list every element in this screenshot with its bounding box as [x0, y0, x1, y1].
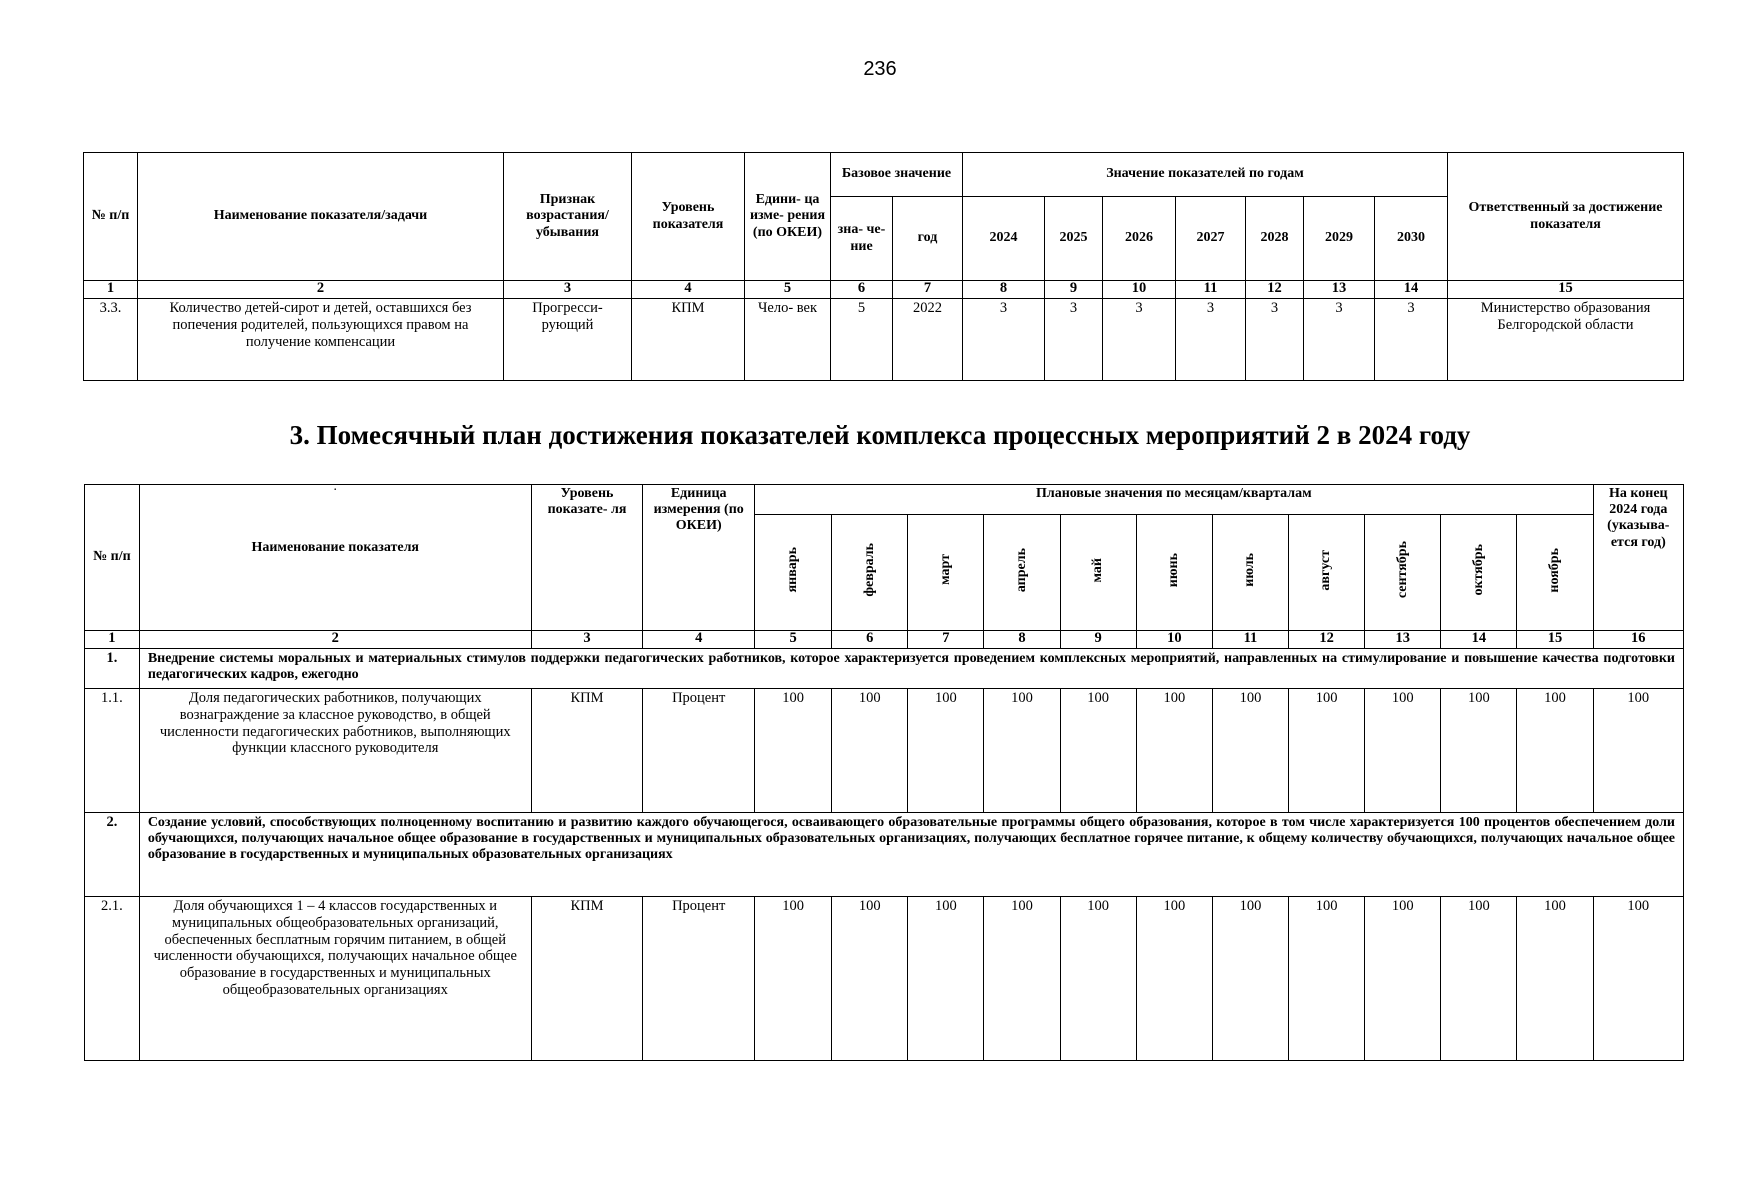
row-value: 100: [755, 689, 832, 813]
index-cell: 1: [85, 631, 140, 649]
row-level: КПМ: [632, 299, 745, 381]
header-responsible: Ответственный за достижение показателя: [1448, 153, 1684, 281]
header-base-year: год: [893, 197, 963, 281]
header-month-oct: октябрь: [1441, 515, 1517, 631]
header-year: 2029: [1304, 197, 1375, 281]
row-end: 100: [1593, 897, 1683, 1061]
header-year: 2026: [1103, 197, 1176, 281]
row-value: 100: [908, 897, 984, 1061]
row-value: 100: [984, 689, 1060, 813]
row-value: 3: [963, 299, 1045, 381]
row-value: 3: [1103, 299, 1176, 381]
header-month-jun: июнь: [1136, 515, 1212, 631]
header-num: № п/п: [85, 485, 140, 631]
index-cell: 15: [1448, 281, 1684, 299]
section-text: Внедрение системы моральных и материальных стимулов поддержки педагогических работников, которое характеризуется проведением комплексных мероприятий, направленных на стимулирование и повышение качества подготовки педагогических кадров, ежегодно: [139, 649, 1683, 689]
index-cell: 2: [138, 281, 504, 299]
header-month-mar: март: [908, 515, 984, 631]
row-value: 3: [1375, 299, 1448, 381]
index-cell: 13: [1365, 631, 1441, 649]
index-cell: 7: [893, 281, 963, 299]
row-num: 1.1.: [85, 689, 140, 813]
row-value: 100: [832, 689, 908, 813]
row-value: 100: [1441, 689, 1517, 813]
row-value: 100: [1212, 897, 1288, 1061]
index-cell: 5: [745, 281, 831, 299]
row-num: 3.3.: [84, 299, 138, 381]
index-cell: 6: [831, 281, 893, 299]
row-value: 100: [1289, 897, 1365, 1061]
section-row: [85, 649, 1684, 689]
row-base-value: 5: [831, 299, 893, 381]
header-by-years: Значение показателей по годам: [963, 153, 1448, 197]
row-unit: Процент: [643, 689, 755, 813]
row-value: 100: [908, 689, 984, 813]
header-sign: Признак возрастания/ убывания: [504, 153, 632, 281]
index-cell: 8: [984, 631, 1060, 649]
header-base-value: зна- че- ние: [831, 197, 893, 281]
index-cell: 12: [1289, 631, 1365, 649]
row-end: 100: [1593, 689, 1683, 813]
row-value: 100: [1060, 689, 1136, 813]
header-month-jul: июль: [1212, 515, 1288, 631]
index-cell: 4: [632, 281, 745, 299]
index-cell: 5: [755, 631, 832, 649]
table-row: [85, 689, 1684, 813]
row-num: 2.1.: [85, 897, 140, 1061]
index-cell: 14: [1375, 281, 1448, 299]
index-cell: 6: [832, 631, 908, 649]
row-value: 100: [1212, 689, 1288, 813]
header-unit: Единица измерения (по ОКЕИ): [643, 485, 755, 631]
index-cell: 2: [139, 631, 531, 649]
row-value: 3: [1045, 299, 1103, 381]
section-text: Создание условий, способствующих полноценному воспитанию и развитию каждого обучающегося, осваивающего образовательные программы общего образования, которое в том числе характеризуется 100 процентов обеспечением доли обучающихся, получающих начальное общее образование в государственных и муниципальных образовательных организациях, получающих бесплатное горячее питание, к общему количеству обучающихся, получающих начальное общее образование в государственных и муниципальных образовательных организациях: [139, 813, 1683, 897]
header-name: Наименование показателя/задачи: [138, 153, 504, 281]
header-dot: ·: [332, 484, 338, 498]
index-cell: 7: [908, 631, 984, 649]
index-cell: 8: [963, 281, 1045, 299]
header-end: На конец 2024 года (указыва- ется год): [1593, 485, 1683, 631]
row-value: 3: [1246, 299, 1304, 381]
row-name: Доля педагогических работников, получающих вознаграждение за классное руководство, в общей численности педагогических работников, выполняющих функции классного руководителя: [139, 689, 531, 813]
row-value: 3: [1176, 299, 1246, 381]
header-year: 2024: [963, 197, 1045, 281]
row-level: КПМ: [531, 689, 643, 813]
row-sign: Прогресси- рующий: [504, 299, 632, 381]
row-value: 100: [1517, 897, 1593, 1061]
header-month-nov: ноябрь: [1517, 515, 1593, 631]
index-cell: 10: [1136, 631, 1212, 649]
header-month-apr: апрель: [984, 515, 1060, 631]
header-unit: Едини- ца изме- рения (по ОКЕИ): [745, 153, 831, 281]
header-month-feb: февраль: [832, 515, 908, 631]
header-month-aug: август: [1289, 515, 1365, 631]
header-name-text: Наименование показателя: [251, 540, 420, 555]
row-value: 100: [1136, 897, 1212, 1061]
row-value: 3: [1304, 299, 1375, 381]
row-unit: Чело- век: [745, 299, 831, 381]
header-level: Уровень показате- ля: [531, 485, 643, 631]
row-level: КПМ: [531, 897, 643, 1061]
section-num: 2.: [85, 813, 140, 897]
index-cell: 11: [1176, 281, 1246, 299]
row-name: Количество детей-сирот и детей, оставшихся без попечения родителей, пользующихся правом на получение компенсации: [138, 299, 504, 381]
header-name: [139, 485, 531, 631]
indicator-table: [83, 152, 1684, 381]
header-year: 2027: [1176, 197, 1246, 281]
row-value: 100: [1441, 897, 1517, 1061]
header-month-may: май: [1060, 515, 1136, 631]
index-cell: 14: [1441, 631, 1517, 649]
header-planned: Плановые значения по месяцам/кварталам: [755, 485, 1594, 515]
section-title: 3. Помесячный план достижения показателей комплекса процессных мероприятий 2 в 2024 году: [289, 420, 1471, 450]
row-value: 100: [1060, 897, 1136, 1061]
index-cell: 11: [1212, 631, 1288, 649]
row-value: 100: [1136, 689, 1212, 813]
index-cell: 12: [1246, 281, 1304, 299]
header-year: 2028: [1246, 197, 1304, 281]
index-cell: 4: [643, 631, 755, 649]
table-row: [85, 897, 1684, 1061]
index-cell: 13: [1304, 281, 1375, 299]
row-value: 100: [1365, 689, 1441, 813]
row-name: Доля обучающихся 1 – 4 классов государственных и муниципальных общеобразовательных организаций, обеспеченных бесплатным горячим питанием, в общей численности обучающихся, получающих начальное общее образование в государственных и муниципальных общеобразовательных организациях: [139, 897, 531, 1061]
row-value: 100: [1289, 689, 1365, 813]
header-month-jan: январь: [755, 515, 832, 631]
row-unit: Процент: [643, 897, 755, 1061]
index-cell: 9: [1045, 281, 1103, 299]
row-base-year: 2022: [893, 299, 963, 381]
index-cell: 10: [1103, 281, 1176, 299]
section-row: [85, 813, 1684, 897]
row-value: 100: [1517, 689, 1593, 813]
row-value: 100: [1365, 897, 1441, 1061]
index-cell: 15: [1517, 631, 1593, 649]
header-month-sep: сентябрь: [1365, 515, 1441, 631]
row-value: 100: [984, 897, 1060, 1061]
monthly-plan-table: [84, 484, 1684, 1061]
header-num: № п/п: [84, 153, 138, 281]
index-cell: 9: [1060, 631, 1136, 649]
row-responsible: Министерство образования Белгородской области: [1448, 299, 1684, 381]
header-year: 2030: [1375, 197, 1448, 281]
section-num: 1.: [85, 649, 140, 689]
index-cell: 3: [531, 631, 643, 649]
index-cell: 16: [1593, 631, 1683, 649]
header-base: Базовое значение: [831, 153, 963, 197]
header-level: Уровень показателя: [632, 153, 745, 281]
page-number: 236: [863, 58, 897, 80]
index-cell: 3: [504, 281, 632, 299]
index-cell: 1: [84, 281, 138, 299]
table-row: [84, 299, 1684, 381]
row-value: 100: [832, 897, 908, 1061]
header-year: 2025: [1045, 197, 1103, 281]
row-value: 100: [755, 897, 832, 1061]
